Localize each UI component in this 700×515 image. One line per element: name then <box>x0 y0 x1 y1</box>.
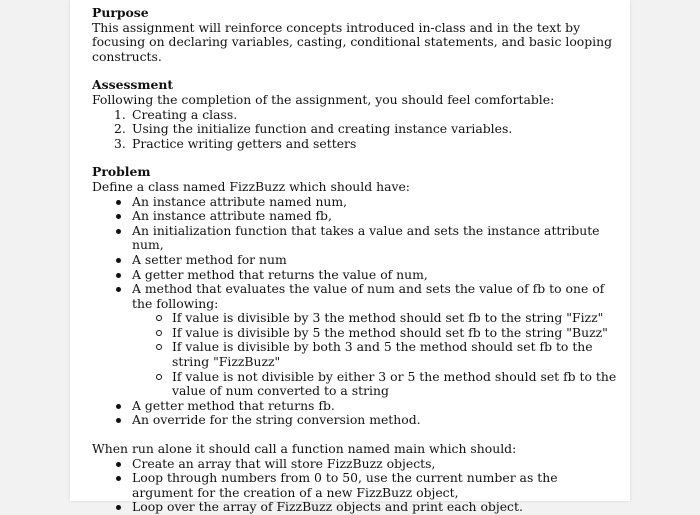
list-item <box>92 209 622 224</box>
list-item <box>92 457 622 472</box>
problem-section <box>92 165 622 428</box>
purpose-text: This assignment will reinforce concepts introduced in-class and in the text by focusing on declaring variables, casting, conditional statements, and basic looping constructs. <box>92 19 613 64</box>
list-item <box>92 399 622 414</box>
assessment-list <box>92 108 622 152</box>
sublist-item <box>92 311 622 326</box>
list-item-text: Creating a class. <box>132 106 238 122</box>
problem-intro: Define a class named FizzBuzz which should have: <box>92 178 410 194</box>
main-function-section <box>92 442 622 515</box>
list-item <box>92 137 622 152</box>
list-item <box>92 500 622 515</box>
sublist-item-text: If value is divisible by 3 the method should set fb to the string "Fizz" <box>172 310 604 326</box>
hollow-bullet-icon <box>156 374 162 380</box>
purpose-heading: Purpose <box>92 5 149 20</box>
list-item-text: An instance attribute named num, <box>132 193 348 209</box>
list-number: 3. <box>114 135 126 151</box>
problem-sublist <box>92 311 622 399</box>
list-item-text: An instance attribute named fb, <box>132 208 332 224</box>
document-page <box>70 0 630 515</box>
list-item <box>92 122 622 137</box>
document-content <box>92 6 622 515</box>
bullet-icon <box>116 273 121 278</box>
bullet-icon <box>116 258 121 263</box>
main-function-intro: When run alone it should call a function named main which should: <box>92 441 517 457</box>
bullet-icon <box>116 476 121 481</box>
list-item-text: Using the initialize function and creating instance variables. <box>132 121 513 137</box>
problem-list-continued <box>92 399 622 428</box>
bullet-icon <box>116 287 121 292</box>
problem-list <box>92 195 622 312</box>
list-item <box>92 224 622 253</box>
list-item-text: A method that evaluates the value of num and sets the value of fb to one of the following: <box>132 281 605 311</box>
list-number: 1. <box>114 106 126 122</box>
purpose-section <box>92 6 622 64</box>
list-item-text: A setter method for num <box>132 251 287 267</box>
list-item <box>92 195 622 210</box>
list-item-text: Create an array that will store FizzBuzz objects, <box>132 455 436 471</box>
assessment-section <box>92 78 622 151</box>
sublist-item <box>92 326 622 341</box>
list-item <box>92 282 622 311</box>
sublist-item-text: If value is divisible by 5 the method should set fb to the string "Buzz" <box>172 324 608 340</box>
assessment-intro: Following the completion of the assignment, you should feel comfortable: <box>92 91 555 107</box>
bullet-icon <box>116 462 121 467</box>
bullet-icon <box>116 418 121 423</box>
list-item <box>92 268 622 283</box>
sublist-item <box>92 370 622 399</box>
list-item-text: A getter method that returns the value of num, <box>132 266 428 282</box>
sublist-item <box>92 340 622 369</box>
bullet-icon <box>116 404 121 409</box>
list-item <box>92 471 622 500</box>
hollow-bullet-icon <box>156 344 162 350</box>
hollow-bullet-icon <box>156 330 162 336</box>
assessment-heading: Assessment <box>92 77 174 93</box>
list-item <box>92 413 622 428</box>
list-number: 2. <box>114 121 126 137</box>
list-item-text: An override for the string conversion method. <box>132 412 421 428</box>
list-item-text: Loop over the array of FizzBuzz objects and print each object. <box>132 499 523 515</box>
sublist-item-text: If value is divisible by both 3 and 5 the method should set fb to the string "FizzBuzz" <box>172 339 593 370</box>
list-item-text: A getter method that returns fb. <box>132 397 335 413</box>
problem-heading: Problem <box>92 164 151 180</box>
list-item <box>92 253 622 268</box>
bullet-icon <box>116 214 121 219</box>
bullet-icon <box>116 229 121 234</box>
main-function-list <box>92 457 622 515</box>
bullet-icon <box>116 200 121 205</box>
hollow-bullet-icon <box>156 315 162 321</box>
list-item-text: Practice writing getters and setters <box>132 135 357 151</box>
list-item <box>92 108 622 123</box>
list-item-text: Loop through numbers from 0 to 50, use the current number as the argument for the creation of a new FizzBuzz object, <box>132 470 558 500</box>
bullet-icon <box>116 505 121 510</box>
list-item-text: An initialization function that takes a value and sets the instance attribute num, <box>132 222 600 253</box>
sublist-item-text: If value is not divisible by either 3 or 5 the method should set fb to the value of num converted to a string <box>172 368 617 399</box>
